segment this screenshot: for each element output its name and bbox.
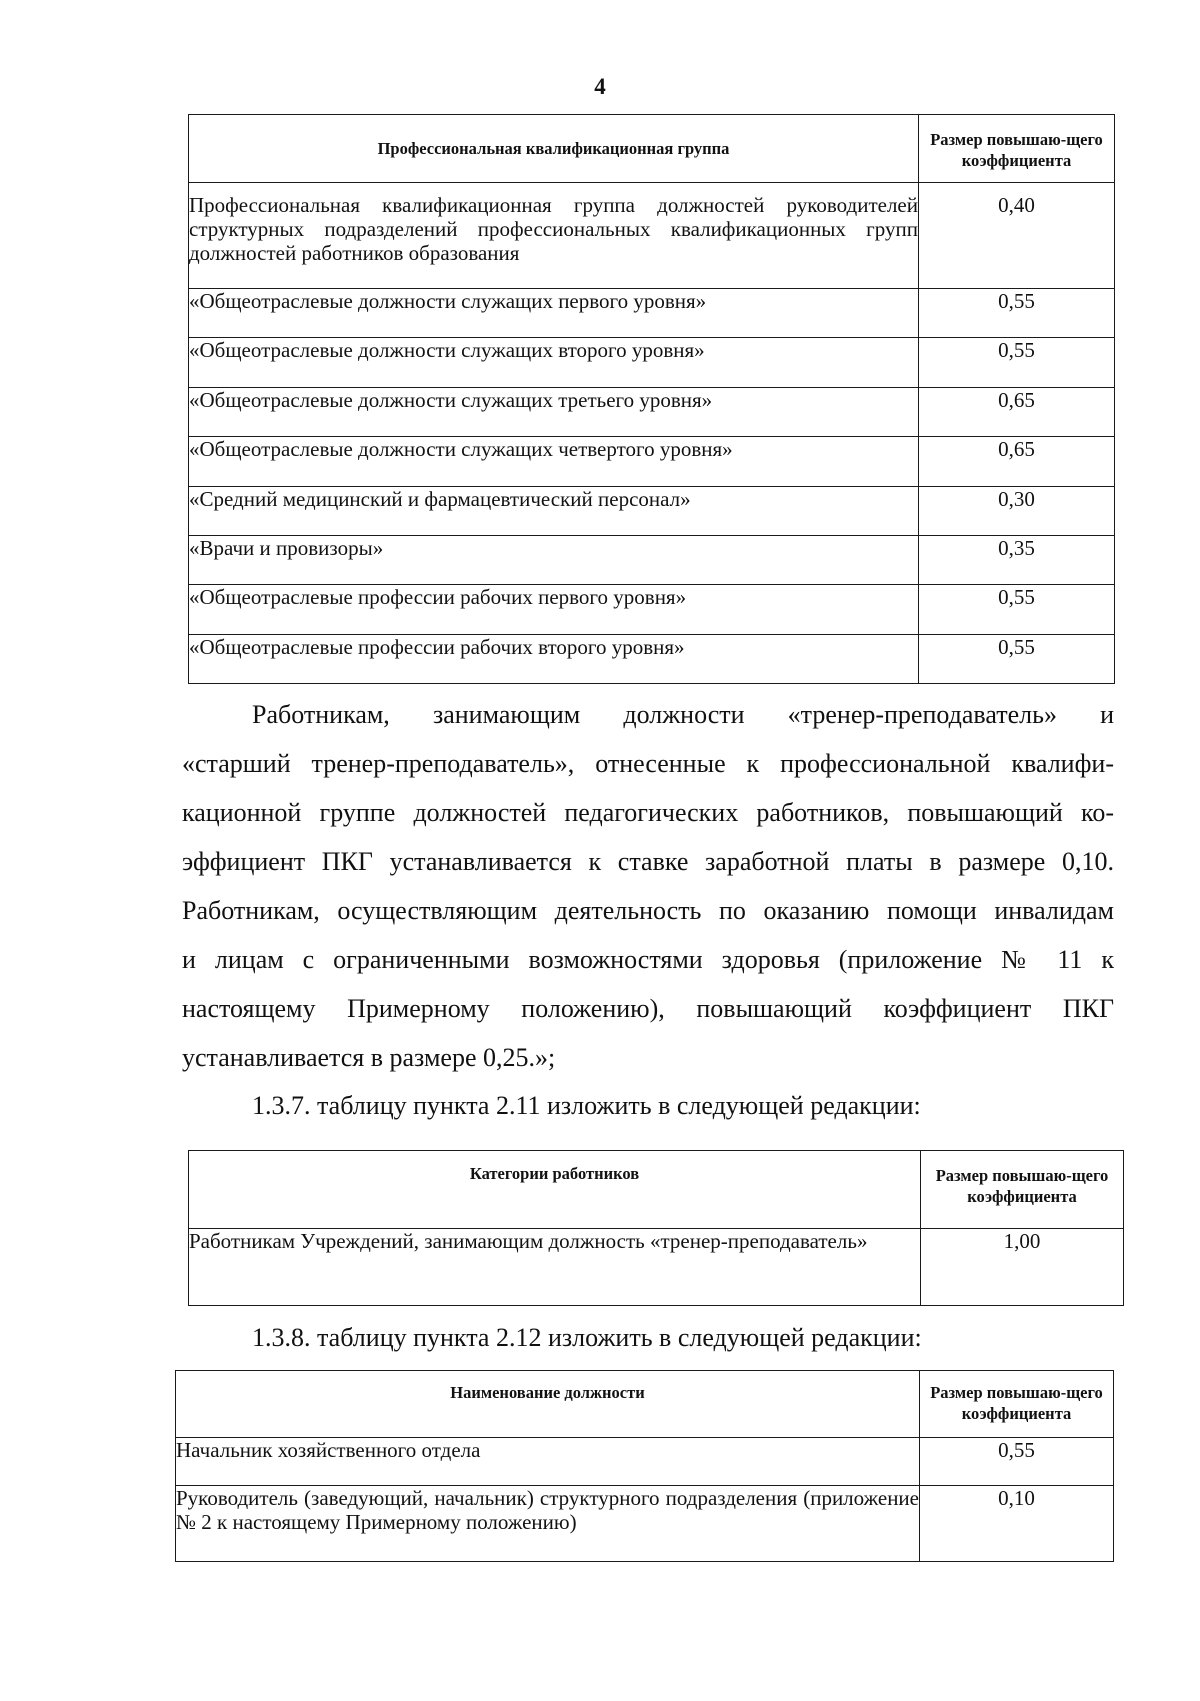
row-name: «Общеотраслевые профессии рабочих второго уровня»	[189, 635, 919, 684]
table-header-row	[189, 115, 1115, 183]
table-row	[176, 1438, 1114, 1486]
paragraph-line: эффициент ПКГ устанавливается к ставке заработной платы в размере 0,10.	[182, 847, 1114, 876]
paragraph-line: и лицам с ограниченными возможностями здоровья (приложение № 11 к	[182, 945, 1114, 974]
row-name: «Средний медицинский и фармацевтический персонал»	[189, 487, 919, 536]
table-row	[176, 1486, 1114, 1562]
table-row	[189, 1229, 1124, 1306]
table-row	[189, 338, 1115, 388]
paragraph-line: устанавливается в размере 0,25.»;	[182, 1043, 556, 1072]
table-positions	[175, 1370, 1114, 1562]
header-coefficient: Размер повышаю-щего коэффициента	[921, 1151, 1124, 1229]
row-name: «Врачи и провизоры»	[189, 536, 919, 585]
table-header-row	[189, 1151, 1124, 1229]
header-coefficient: Размер повышаю-щего коэффициента	[920, 1371, 1114, 1438]
paragraph-line: «старший тренер-преподаватель», отнесенные к профессиональной квалифи-	[182, 749, 1114, 778]
table-row	[189, 487, 1115, 536]
header-group: Профессиональная квалификационная группа	[189, 115, 919, 183]
item-1-3-7: 1.3.7. таблицу пункта 2.11 изложить в следующей редакции:	[252, 1091, 921, 1120]
row-name: Работникам Учреждений, занимающим должность «тренер-преподаватель»	[189, 1229, 921, 1306]
header-group: Наименование должности	[176, 1371, 920, 1438]
row-name: «Общеотраслевые должности служащих второго уровня»	[189, 338, 919, 388]
table-professional-groups	[188, 114, 1115, 684]
table-row	[189, 437, 1115, 487]
row-value: 0,35	[919, 536, 1115, 585]
row-value: 0,65	[919, 437, 1115, 487]
table-row	[189, 536, 1115, 585]
row-name: Начальник хозяйственного отдела	[176, 1438, 920, 1486]
table-header-row	[176, 1371, 1114, 1438]
table-row	[189, 289, 1115, 338]
row-name: «Общеотраслевые должности служащих третьего уровня»	[189, 388, 919, 437]
row-value: 0,65	[919, 388, 1115, 437]
table-row	[189, 585, 1115, 635]
row-value: 0,55	[919, 585, 1115, 635]
table-row	[189, 635, 1115, 684]
paragraph-line: Работникам, занимающим должности «тренер-преподаватель» и	[252, 700, 1114, 729]
row-value: 0,30	[919, 487, 1115, 536]
row-name: «Общеотраслевые должности служащих первого уровня»	[189, 289, 919, 338]
paragraph-line: кационной группе должностей педагогических работников, повышающий ко-	[182, 798, 1114, 827]
paragraph-line: Работникам, осуществляющим деятельность по оказанию помощи инвалидам	[182, 896, 1114, 925]
row-name: «Общеотраслевые профессии рабочих первого уровня»	[189, 585, 919, 635]
row-value: 0,10	[920, 1486, 1114, 1562]
paragraph-line: настоящему Примерному положению), повышающий коэффициент ПКГ	[182, 994, 1114, 1023]
row-name: «Общеотраслевые должности служащих четвертого уровня»	[189, 437, 919, 487]
row-value: 0,55	[919, 635, 1115, 684]
row-value: 0,40	[919, 183, 1115, 289]
table-row	[189, 388, 1115, 437]
header-group: Категории работников	[189, 1151, 921, 1229]
page-number: 4	[594, 74, 606, 99]
table-worker-categories	[188, 1150, 1124, 1306]
body-paragraph	[182, 690, 1114, 1082]
row-name: Профессиональная квалификационная группа должностей руководителей структурных подразделений профессиональных квалификационных групп должностей работников образования	[189, 183, 919, 289]
row-value: 0,55	[919, 338, 1115, 388]
item-1-3-8: 1.3.8. таблицу пункта 2.12 изложить в следующей редакции:	[252, 1323, 922, 1352]
header-coefficient: Размер повышаю-щего коэффициента	[919, 115, 1115, 183]
row-value: 1,00	[921, 1229, 1124, 1306]
row-value: 0,55	[920, 1438, 1114, 1486]
row-name: Руководитель (заведующий, начальник) структурного подразделения (приложение № 2 к настоящему Примерному положению)	[176, 1486, 920, 1562]
row-value: 0,55	[919, 289, 1115, 338]
table-row	[189, 183, 1115, 289]
